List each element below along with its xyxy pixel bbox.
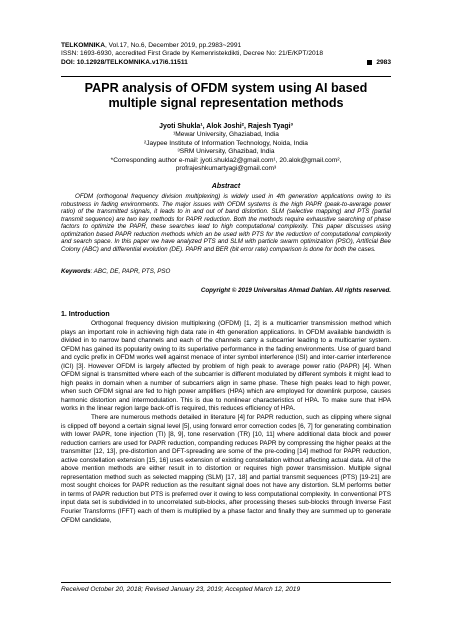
abstract-heading: Abstract [211, 183, 241, 190]
keywords-label: Keywords [61, 268, 91, 275]
journal-name: TELKOMNIKA [61, 42, 105, 49]
keywords [61, 268, 391, 275]
paper-title: PAPR analysis of OFDM system using AI based multiple signal representation methods [84, 81, 368, 110]
corresponding-email: *Corresponding author e-mail: jyoti.shukla2@gmail.com¹, 20.alok@gmail.com², [110, 156, 342, 164]
doi-line [61, 59, 391, 67]
corresponding-email-2: profrajeshkumartyagi@gmail.com³ [175, 165, 277, 173]
journal-volume: , Vol.17, No.6, December 2019, pp.2983~2991 [104, 42, 242, 49]
copyright-notice: Copyright © 2019 Universitas Ahmad Dahlan. All rights reserved. [200, 287, 391, 294]
journal-header [61, 42, 391, 67]
journal-issn: ISSN: 1693-6930, accredited First Grade by Kemenristekdikti, Decree No: 21/E/KPT/2018 [61, 50, 324, 58]
page-number-block [367, 59, 391, 67]
section-heading: 1. Introduction [61, 311, 110, 318]
paragraph-2: There are numerous methods detailed in literature [4] for PAPR reduction, such as clipping where signal is clipped off beyond a certain signal level [5], using forward error correction codes [6, 7] for generating combination with lower PAPR, tone injection (TI) [8, 9], tone reservation (TR) [10, 11] where additional data block and power reduction carriers are used for PAPR reduction, companding reduces PAPR by compressing the higher peaks at the transmitter [12, 13], pre-distortion and DFT-spreading are some of the pre-coding [14] method for PAPR reduction, active constellation extension [15, 16] uses extension of existing constellation without affecting actual data. All of the above mention methods are either result in to distortion or requires high power transmission. Multiple signal representation method such as selected mapping (SLM) [17, 18] and partial transmit sequences (PTS) [19-21] are most sought choices for PAPR reduction as the resultant signal does not have any distortion. SLM performs better in terms of PAPR reduction but PTS is preferred over it owing to less computational complexity. In conventional PTS input data set is subdivided in to uncorrelated sub-blocks, after processing theses sub-blocks through Inverse Fast Fourier Transforms (IFFT) each of them is multiplied by a phase factor and finally they are summed up to generate OFDM candidate, [61, 414, 391, 524]
page-number: 2983 [376, 58, 391, 66]
received-dates: Received October 20, 2018; Revised January 23, 2019; Accepted March 12, 2019 [61, 586, 301, 593]
journal-doi: DOI: 10.12928/TELKOMNIKA.v17i6.11511 [61, 58, 188, 66]
journal-volume-line [61, 42, 391, 50]
keywords-text: : ABC, DE, PAPR, PTS, PSO [90, 268, 171, 275]
author-names: Jyoti Shukla¹, Alok Joshi², Rajesh Tyagi³ [159, 123, 293, 130]
abstract-text: OFDM (orthogonal frequency division multiplexing) is widely used in 4th generation applications owing to its robustness in fading environments. The major issues with OFDM systems is the high PAPR (peak-to-average power ratio) of the transmitted signals, it leads to in and out of band distortion. SLM (selective mapping) and PTS (partial transmit sequence) are two key methods for PAPR reduction. Both the methods require exhaustive searching of phase factors to optimize the PAPR, these searches lead to high computational complexity. This paper discusses using optimization based PAPR reduction methods which an be used with PTS for the reduction of computational complexity and search space. In this paper we have analyzed PTS and SLM with particle swarm optimization (PSO), Artificial Bee Colony (ABC) and differential evolution (DE). PAPR and BER (bit error rate) comparison is done for both the cases. [61, 193, 391, 253]
affiliation-2: ²Jaypee Institute of Information Technology, Noida, India [144, 139, 308, 147]
header-rule [61, 76, 391, 77]
section-body [61, 320, 391, 525]
square-bullet-icon [367, 60, 372, 65]
footer-rule [61, 582, 391, 583]
affiliation-1: ¹Mewar University, Ghaziabad, India [173, 131, 279, 139]
paragraph-1: Orthogonal frequency division multiplexing (OFDM) [1, 2] is a multicarrier transmission method which plays an important role in achieving high data rate in 4th generation applications. In OFDM available bandwidth is divided in to narrow band channels and each of the channels carry a subcarrier leading to a multicarrier system. OFDM has gained its popularity owing to its superlative performance in the fading environments. Use of guard band and cyclic prefix in OFDM works well against menace of inter symbol interference (ISI) and inter-carrier interference (ICI) [3]. However OFDM is largely affected by problem of high peak to average power ratio (PAPR) [4]. When OFDM signal is transmitted where each of the subcarrier is different modulated by different symbols it might lead to high peaks in domain when a number of subcarriers align in same phase. These high peaks lead to high power, when such OFDM signal are fed to high power amplifiers (HPA) which are employed for downlink purpose, causes harmonic distortion and intermodulation. This is due to nonlinear characteristics of HPA. To make sure that HPA works in the linear region large back-off is required, this reduces efficiency of HPA. [61, 320, 391, 413]
affiliation-3: ³SRM University, Ghazibad, India [177, 148, 275, 156]
author-block [61, 123, 391, 173]
